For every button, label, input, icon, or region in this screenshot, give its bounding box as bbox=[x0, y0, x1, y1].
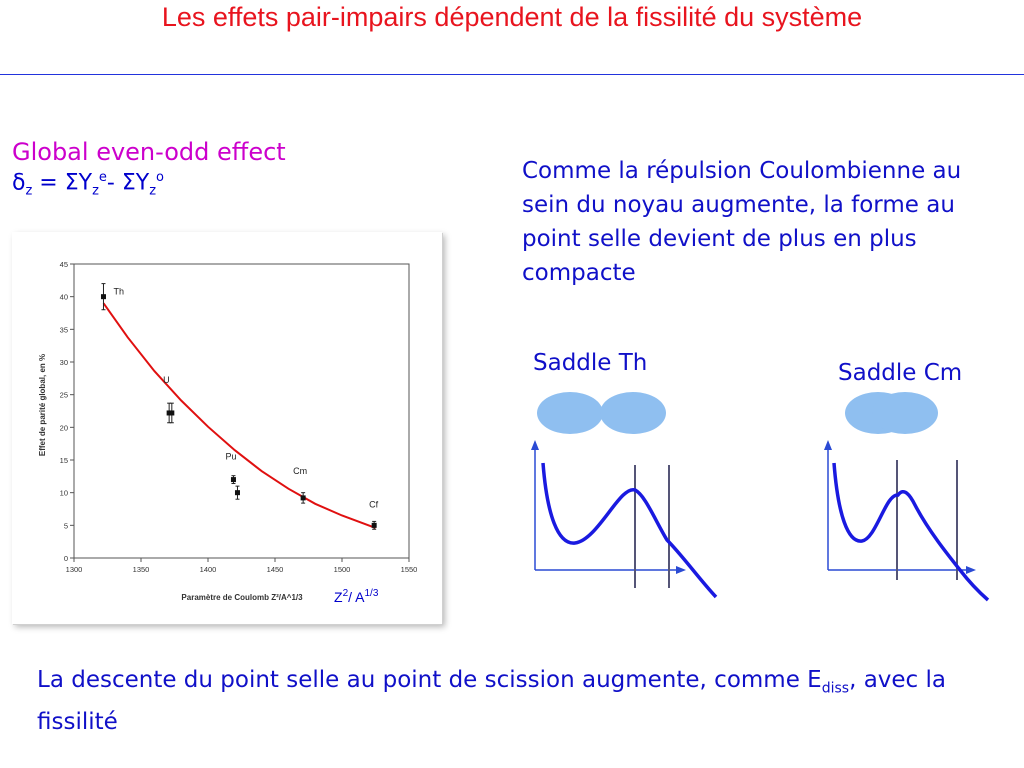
formula-y-2: Y bbox=[135, 170, 150, 196]
y-tick-label: 25 bbox=[59, 390, 68, 400]
formula-sigma-2: Σ bbox=[121, 170, 136, 196]
coulomb-parameter-annotation bbox=[334, 588, 379, 605]
y-tick-label: 15 bbox=[59, 456, 68, 465]
x-tick-label: 1350 bbox=[132, 565, 150, 574]
annotation-z: Z bbox=[334, 589, 343, 605]
fragment-right-shape bbox=[600, 392, 666, 434]
conclusion-end: , avec la fissilité bbox=[37, 667, 946, 735]
cm-x-arrow bbox=[966, 566, 976, 574]
data-point bbox=[301, 495, 306, 500]
x-tick-label: 1450 bbox=[266, 565, 284, 574]
data-point-label: U bbox=[163, 374, 170, 385]
formula-equals: = bbox=[32, 170, 65, 196]
data-point bbox=[235, 490, 240, 495]
y-tick-label: 10 bbox=[59, 488, 68, 498]
chart-ticks bbox=[60, 260, 418, 574]
saddle-cm-label: Saddle Cm bbox=[838, 360, 963, 386]
th-x-arrow bbox=[676, 566, 686, 574]
y-tick-label: 20 bbox=[59, 423, 68, 433]
annotation-sup-third: 1/3 bbox=[364, 588, 379, 599]
data-point-label: Pu bbox=[225, 451, 237, 462]
data-point-label: Th bbox=[113, 286, 124, 297]
conclusion-sub: diss bbox=[821, 680, 850, 697]
formula-delta: δ bbox=[12, 170, 26, 196]
formula-y-2-sup: o bbox=[156, 170, 164, 185]
saddle-cm-diagram bbox=[820, 385, 1020, 605]
data-point bbox=[231, 477, 236, 482]
formula-minus: - bbox=[106, 170, 122, 196]
formula-y-1: Y bbox=[78, 170, 93, 196]
x-tick-label: 1500 bbox=[333, 565, 351, 574]
global-effect-label: Global even-odd effect bbox=[12, 138, 286, 166]
chart-x-axis-label: Paramètre de Coulomb Z²/A^1/3 bbox=[181, 593, 303, 602]
formula-y-1-sup: e bbox=[98, 170, 107, 185]
annotation-sup-2: 2 bbox=[342, 588, 349, 599]
formula-y-1-sub: z bbox=[92, 183, 99, 199]
fragment-left-shape bbox=[537, 392, 603, 434]
annotation-a: / A bbox=[348, 589, 365, 605]
y-tick-label: 40 bbox=[59, 292, 68, 302]
data-point-label: Cm bbox=[293, 465, 308, 476]
y-tick-label: 0 bbox=[63, 554, 68, 563]
formula-delta-sub: z bbox=[25, 183, 33, 199]
chart-y-axis-label: Effet de parité global, en % bbox=[38, 353, 47, 457]
y-tick-label: 5 bbox=[63, 521, 68, 531]
formula-sigma-1: Σ bbox=[64, 170, 79, 196]
data-point bbox=[372, 523, 377, 528]
th-potential-curve bbox=[543, 463, 716, 597]
cm-y-arrow bbox=[824, 440, 832, 450]
parity-effect-chart bbox=[12, 232, 442, 624]
y-tick-label: 35 bbox=[59, 325, 68, 335]
conclusion-start: La descente du point selle au point de scission augmente, comme E bbox=[37, 667, 822, 693]
data-point-label: Cf bbox=[369, 499, 379, 510]
chart-svg bbox=[12, 232, 442, 624]
bottom-conclusion bbox=[37, 664, 997, 739]
x-tick-label: 1400 bbox=[199, 565, 217, 574]
cm-potential-curve bbox=[834, 463, 988, 600]
formula-y-2-sub: z bbox=[149, 183, 157, 199]
title-divider bbox=[0, 74, 1024, 75]
even-odd-formula bbox=[12, 170, 164, 199]
data-point bbox=[169, 410, 174, 415]
coulomb-comment: Comme la répulsion Coulombienne au sein du noyau augmente, la forme au point selle devient de plus en plus compacte bbox=[522, 158, 962, 286]
saddle-th-diagram bbox=[520, 385, 750, 605]
y-tick-label: 30 bbox=[59, 358, 68, 367]
y-tick-label: 45 bbox=[59, 260, 68, 269]
saddle-th-label: Saddle Th bbox=[533, 350, 648, 376]
chart-plot-frame bbox=[74, 264, 409, 558]
chart-points-layer bbox=[101, 284, 379, 530]
slide-title: Les effets pair-impairs dépendent de la fissilité du système bbox=[161, 2, 863, 32]
x-tick-label: 1300 bbox=[65, 565, 83, 574]
data-point bbox=[101, 294, 106, 299]
x-tick-label: 1550 bbox=[400, 565, 418, 574]
fragment-right-shape bbox=[872, 392, 938, 434]
th-y-arrow bbox=[531, 440, 539, 450]
